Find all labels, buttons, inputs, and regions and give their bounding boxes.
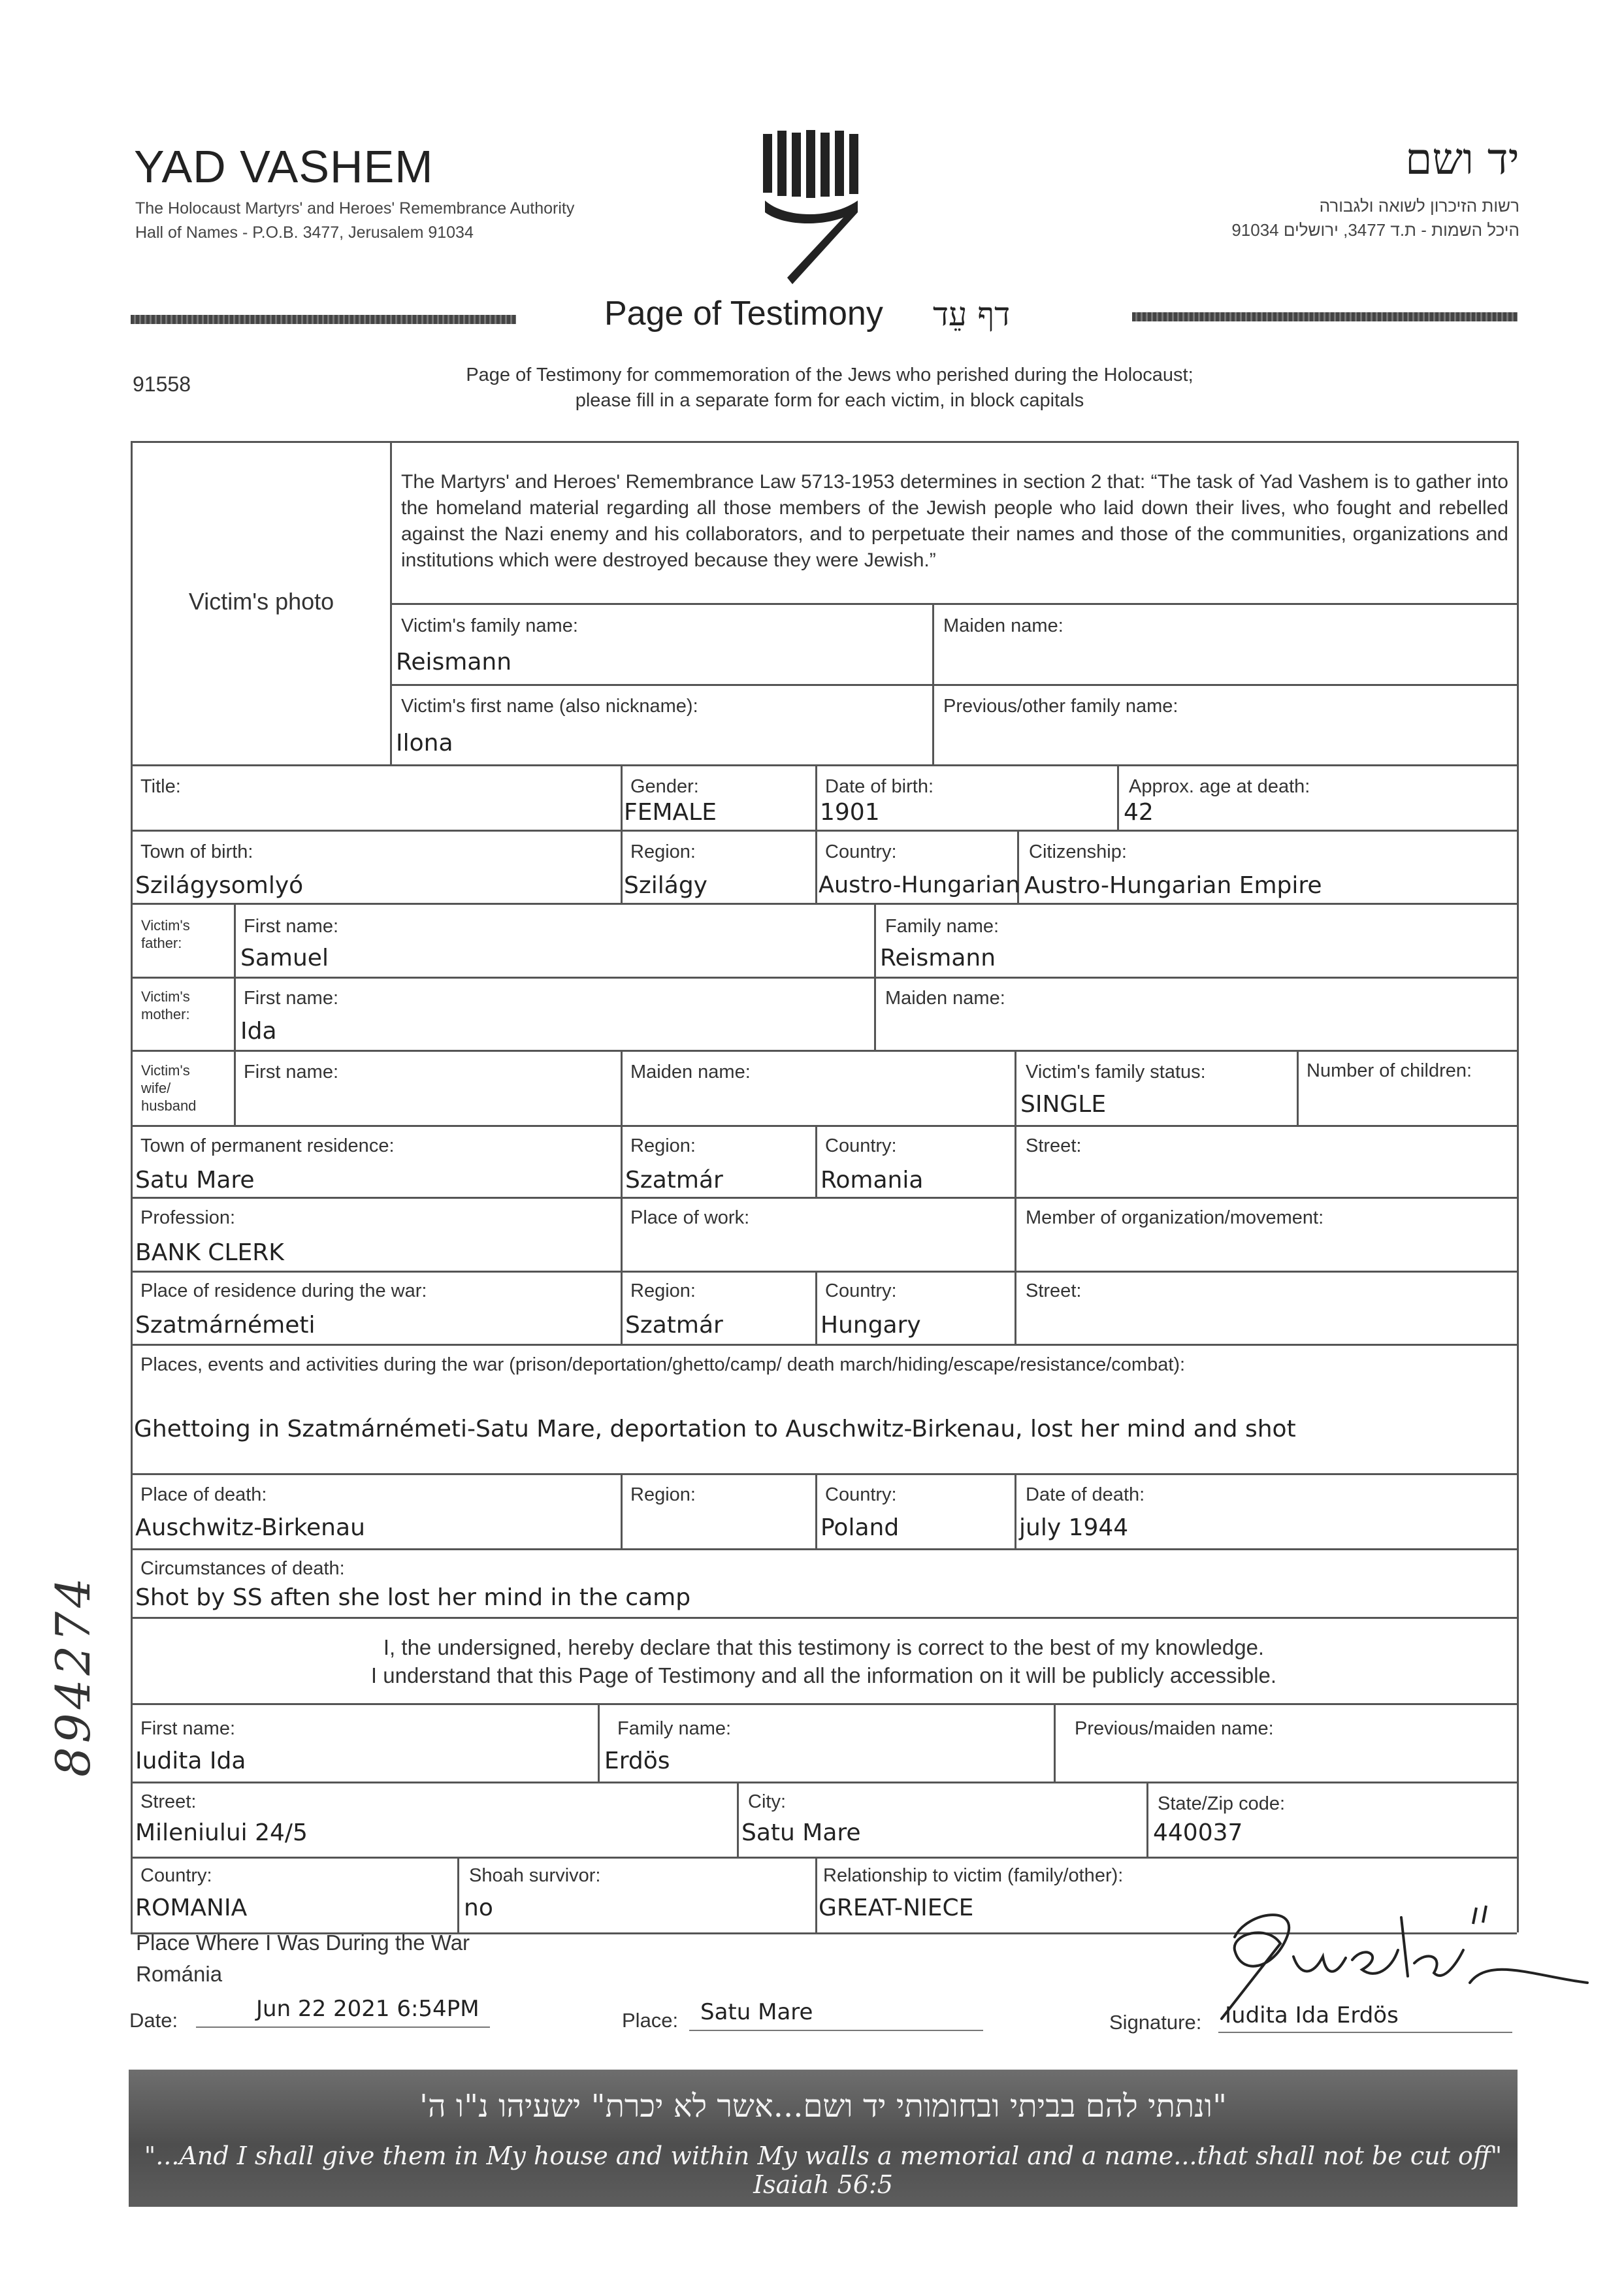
- title-rule-right: [1132, 312, 1518, 321]
- death-region-label: Region:: [630, 1484, 696, 1505]
- place-underline: [689, 2030, 983, 2031]
- birth-country-label: Country:: [825, 841, 897, 862]
- submitter-first-label: First name:: [140, 1718, 236, 1739]
- birth-country[interactable]: Austro-Hungarian: [819, 872, 1020, 898]
- spouse-first-label: First name:: [244, 1062, 339, 1082]
- place-value[interactable]: Satu Mare: [700, 1999, 813, 2025]
- mother-first-name[interactable]: Ida: [240, 1018, 277, 1045]
- survivor-label: Shoah survivor:: [469, 1865, 601, 1886]
- mother-maiden-label: Maiden name:: [885, 988, 1005, 1009]
- war-events[interactable]: Ghettoing in Szatmárnémeti-Satu Mare, deportation to Auschwitz-Birkenau, lost her mind and shot: [134, 1416, 1296, 1442]
- mother-first-label: First name:: [244, 988, 339, 1009]
- death-date-label: Date of death:: [1026, 1484, 1145, 1505]
- submitter-city[interactable]: Satu Mare: [741, 1819, 861, 1846]
- org-subtitle-hebrew: רשות הזיכרון לשואה ולגבורה: [1319, 196, 1519, 216]
- survivor-value[interactable]: no: [464, 1895, 493, 1921]
- submitter-first-name[interactable]: Iudita Ida: [135, 1748, 246, 1774]
- profession[interactable]: BANK CLERK: [135, 1239, 284, 1266]
- family-status-label: Victim's family status:: [1026, 1062, 1206, 1082]
- submitter-family-label: Family name:: [617, 1718, 732, 1739]
- declaration-line1: I, the undersigned, hereby declare that this testimony is correct to the best of my knowledge.: [383, 1635, 1265, 1659]
- org-address-hebrew: היכל השמות - ת.ד 3477, ירושלים 91034: [1231, 220, 1519, 240]
- submitter-prev-label: Previous/maiden name:: [1075, 1718, 1274, 1739]
- handwritten-id: 894274: [46, 1574, 101, 1777]
- place-of-work-label: Place of work:: [630, 1207, 750, 1228]
- spouse-maiden-label: Maiden name:: [630, 1062, 751, 1082]
- organization-label: Member of organization/movement:: [1026, 1207, 1324, 1228]
- father-row-label: Victim's father:: [141, 917, 190, 951]
- date-underline: [196, 2026, 490, 2028]
- death-date[interactable]: july 1944: [1019, 1514, 1129, 1541]
- death-circumstances-label: Circumstances of death:: [140, 1558, 345, 1579]
- war-residence[interactable]: Szatmárnémeti: [135, 1312, 316, 1339]
- father-family-name[interactable]: Reismann: [880, 945, 996, 971]
- residence-country[interactable]: Romania: [820, 1167, 924, 1194]
- maiden-name-label: Maiden name:: [943, 615, 1064, 636]
- war-location-value[interactable]: Románia: [136, 1962, 223, 1986]
- war-location-label: Place Where I Was During the War: [136, 1930, 470, 1955]
- war-region[interactable]: Szatmár: [625, 1312, 723, 1339]
- birth-town-label: Town of birth:: [140, 841, 253, 862]
- title-label: Title:: [140, 776, 181, 797]
- form-title-hebrew: דף עֵד: [933, 295, 1011, 333]
- birth-town[interactable]: Szilágysomlyó: [135, 872, 304, 899]
- submitter-city-label: City:: [748, 1791, 786, 1812]
- age-label: Approx. age at death:: [1129, 776, 1310, 797]
- submitter-country[interactable]: ROMANIA: [135, 1895, 248, 1921]
- submitter-street-label: Street:: [140, 1791, 197, 1812]
- victim-first-name-label: Victim's first name (also nickname):: [401, 696, 698, 717]
- victim-photo-box[interactable]: Victim's photo: [188, 588, 334, 615]
- citizenship[interactable]: Austro-Hungarian Empire: [1024, 872, 1322, 899]
- victim-family-name-label: Victim's family name:: [401, 615, 578, 636]
- quote-banner: [129, 2070, 1518, 2207]
- form-intro-line1: Page of Testimony for commemoration of the Jews who perished during the Holocaust;: [466, 365, 1194, 385]
- war-region-label: Region:: [630, 1280, 696, 1301]
- handwritten-signature: [1195, 1898, 1614, 2032]
- residence-region[interactable]: Szatmár: [625, 1167, 723, 1194]
- citizenship-label: Citizenship:: [1029, 841, 1127, 862]
- death-place[interactable]: Auschwitz-Birkenau: [135, 1514, 365, 1541]
- relationship-label: Relationship to victim (family/other):: [823, 1865, 1124, 1886]
- dob-label: Date of birth:: [825, 776, 934, 797]
- war-events-label: Places, events and activities during the war (prison/deportation/ghetto/camp/ death march/hiding/escape/resistance/combat):: [140, 1354, 1186, 1375]
- submitter-country-label: Country:: [140, 1865, 212, 1886]
- war-residence-label: Place of residence during the war:: [140, 1280, 427, 1301]
- birth-region[interactable]: Szilágy: [624, 872, 707, 899]
- relationship-value[interactable]: GREAT-NIECE: [819, 1895, 974, 1921]
- submitter-zip[interactable]: 440037: [1153, 1819, 1243, 1846]
- death-country[interactable]: Poland: [820, 1514, 900, 1541]
- birth-region-label: Region:: [630, 841, 696, 862]
- submitter-zip-label: State/Zip code:: [1158, 1793, 1286, 1814]
- victim-first-name[interactable]: Ilona: [396, 730, 453, 757]
- signature-value[interactable]: Iudita Ida Erdös: [1225, 2002, 1399, 2028]
- previous-name-label: Previous/other family name:: [943, 696, 1178, 717]
- declaration-line2: I understand that this Page of Testimony and all the information on it will be publicly accessible.: [370, 1663, 1277, 1687]
- date-value[interactable]: Jun 22 2021 6:54PM: [256, 1996, 479, 2022]
- signature-underline: [1218, 2032, 1512, 2033]
- org-subtitle: The Holocaust Martyrs' and Heroes' Remembrance Authority: [135, 199, 575, 218]
- profession-label: Profession:: [140, 1207, 236, 1228]
- place-label: Place:: [622, 2009, 679, 2032]
- banner-english-quote: "...And I shall give them in My house and within My walls a memorial and a name...that shall not be cut off" Isaiah 56:5: [144, 2141, 1502, 2199]
- age-value[interactable]: 42: [1124, 799, 1154, 826]
- date-label: Date:: [129, 2009, 178, 2032]
- death-place-label: Place of death:: [140, 1484, 267, 1505]
- war-street-label: Street:: [1026, 1280, 1082, 1301]
- org-address: Hall of Names - P.O.B. 3477, Jerusalem 91034: [135, 223, 474, 242]
- gender-label: Gender:: [630, 776, 699, 797]
- form-number: 91558: [133, 372, 191, 396]
- dob-value[interactable]: 1901: [820, 799, 880, 826]
- spouse-row-label: Victim's wife/ husband: [141, 1062, 197, 1114]
- mother-row-label: Victim's mother:: [141, 988, 190, 1022]
- residence-town-label: Town of permanent residence:: [140, 1135, 395, 1156]
- death-country-label: Country:: [825, 1484, 897, 1505]
- org-name-hebrew: יד ושם: [1405, 134, 1519, 184]
- children-label: Number of children:: [1307, 1060, 1472, 1081]
- submitter-street[interactable]: Mileniului 24/5: [135, 1819, 308, 1846]
- org-name: YAD VASHEM: [134, 141, 434, 192]
- law-text: The Martyrs' and Heroes' Remembrance Law 5713-1953 determines in section 2 that: “The task of Yad Vashem is to gather into the homeland material regarding all those members of the Jewish people who laid down their lives, who fought and rebelled against the Nazi enemy and his collaborators, and to perpetuate their names and those of the communities, organizations and institutions which were destroyed because they were Jewish.”: [401, 471, 1508, 571]
- family-status[interactable]: SINGLE: [1020, 1091, 1107, 1118]
- residence-country-label: Country:: [825, 1135, 897, 1156]
- father-first-name[interactable]: Samuel: [240, 945, 329, 971]
- gender-value[interactable]: FEMALE: [624, 799, 717, 826]
- victim-family-name[interactable]: Reismann: [396, 649, 512, 675]
- title-rule-left: [131, 315, 516, 324]
- signature-label: Signature:: [1109, 2011, 1202, 2034]
- father-first-label: First name:: [244, 916, 339, 937]
- war-country-label: Country:: [825, 1280, 897, 1301]
- banner-hebrew-quote: "ונתתי להם בביתי ובחומותי יד ושם...אשר לא יכרת" ישעיהו נ"ו ה': [419, 2088, 1227, 2124]
- form-intro-line2: please fill in a separate form for each victim, in block capitals: [575, 390, 1084, 411]
- death-circumstances[interactable]: Shot by SS aften she lost her mind in the camp: [135, 1584, 691, 1611]
- residence-street-label: Street:: [1026, 1135, 1082, 1156]
- form-title: Page of Testimony: [604, 295, 883, 333]
- yad-vashem-logo: [760, 127, 871, 301]
- residence-region-label: Region:: [630, 1135, 696, 1156]
- submitter-family-name[interactable]: Erdös: [604, 1748, 670, 1774]
- residence-town[interactable]: Satu Mare: [135, 1167, 255, 1194]
- war-country[interactable]: Hungary: [820, 1312, 921, 1339]
- father-family-label: Family name:: [885, 916, 999, 937]
